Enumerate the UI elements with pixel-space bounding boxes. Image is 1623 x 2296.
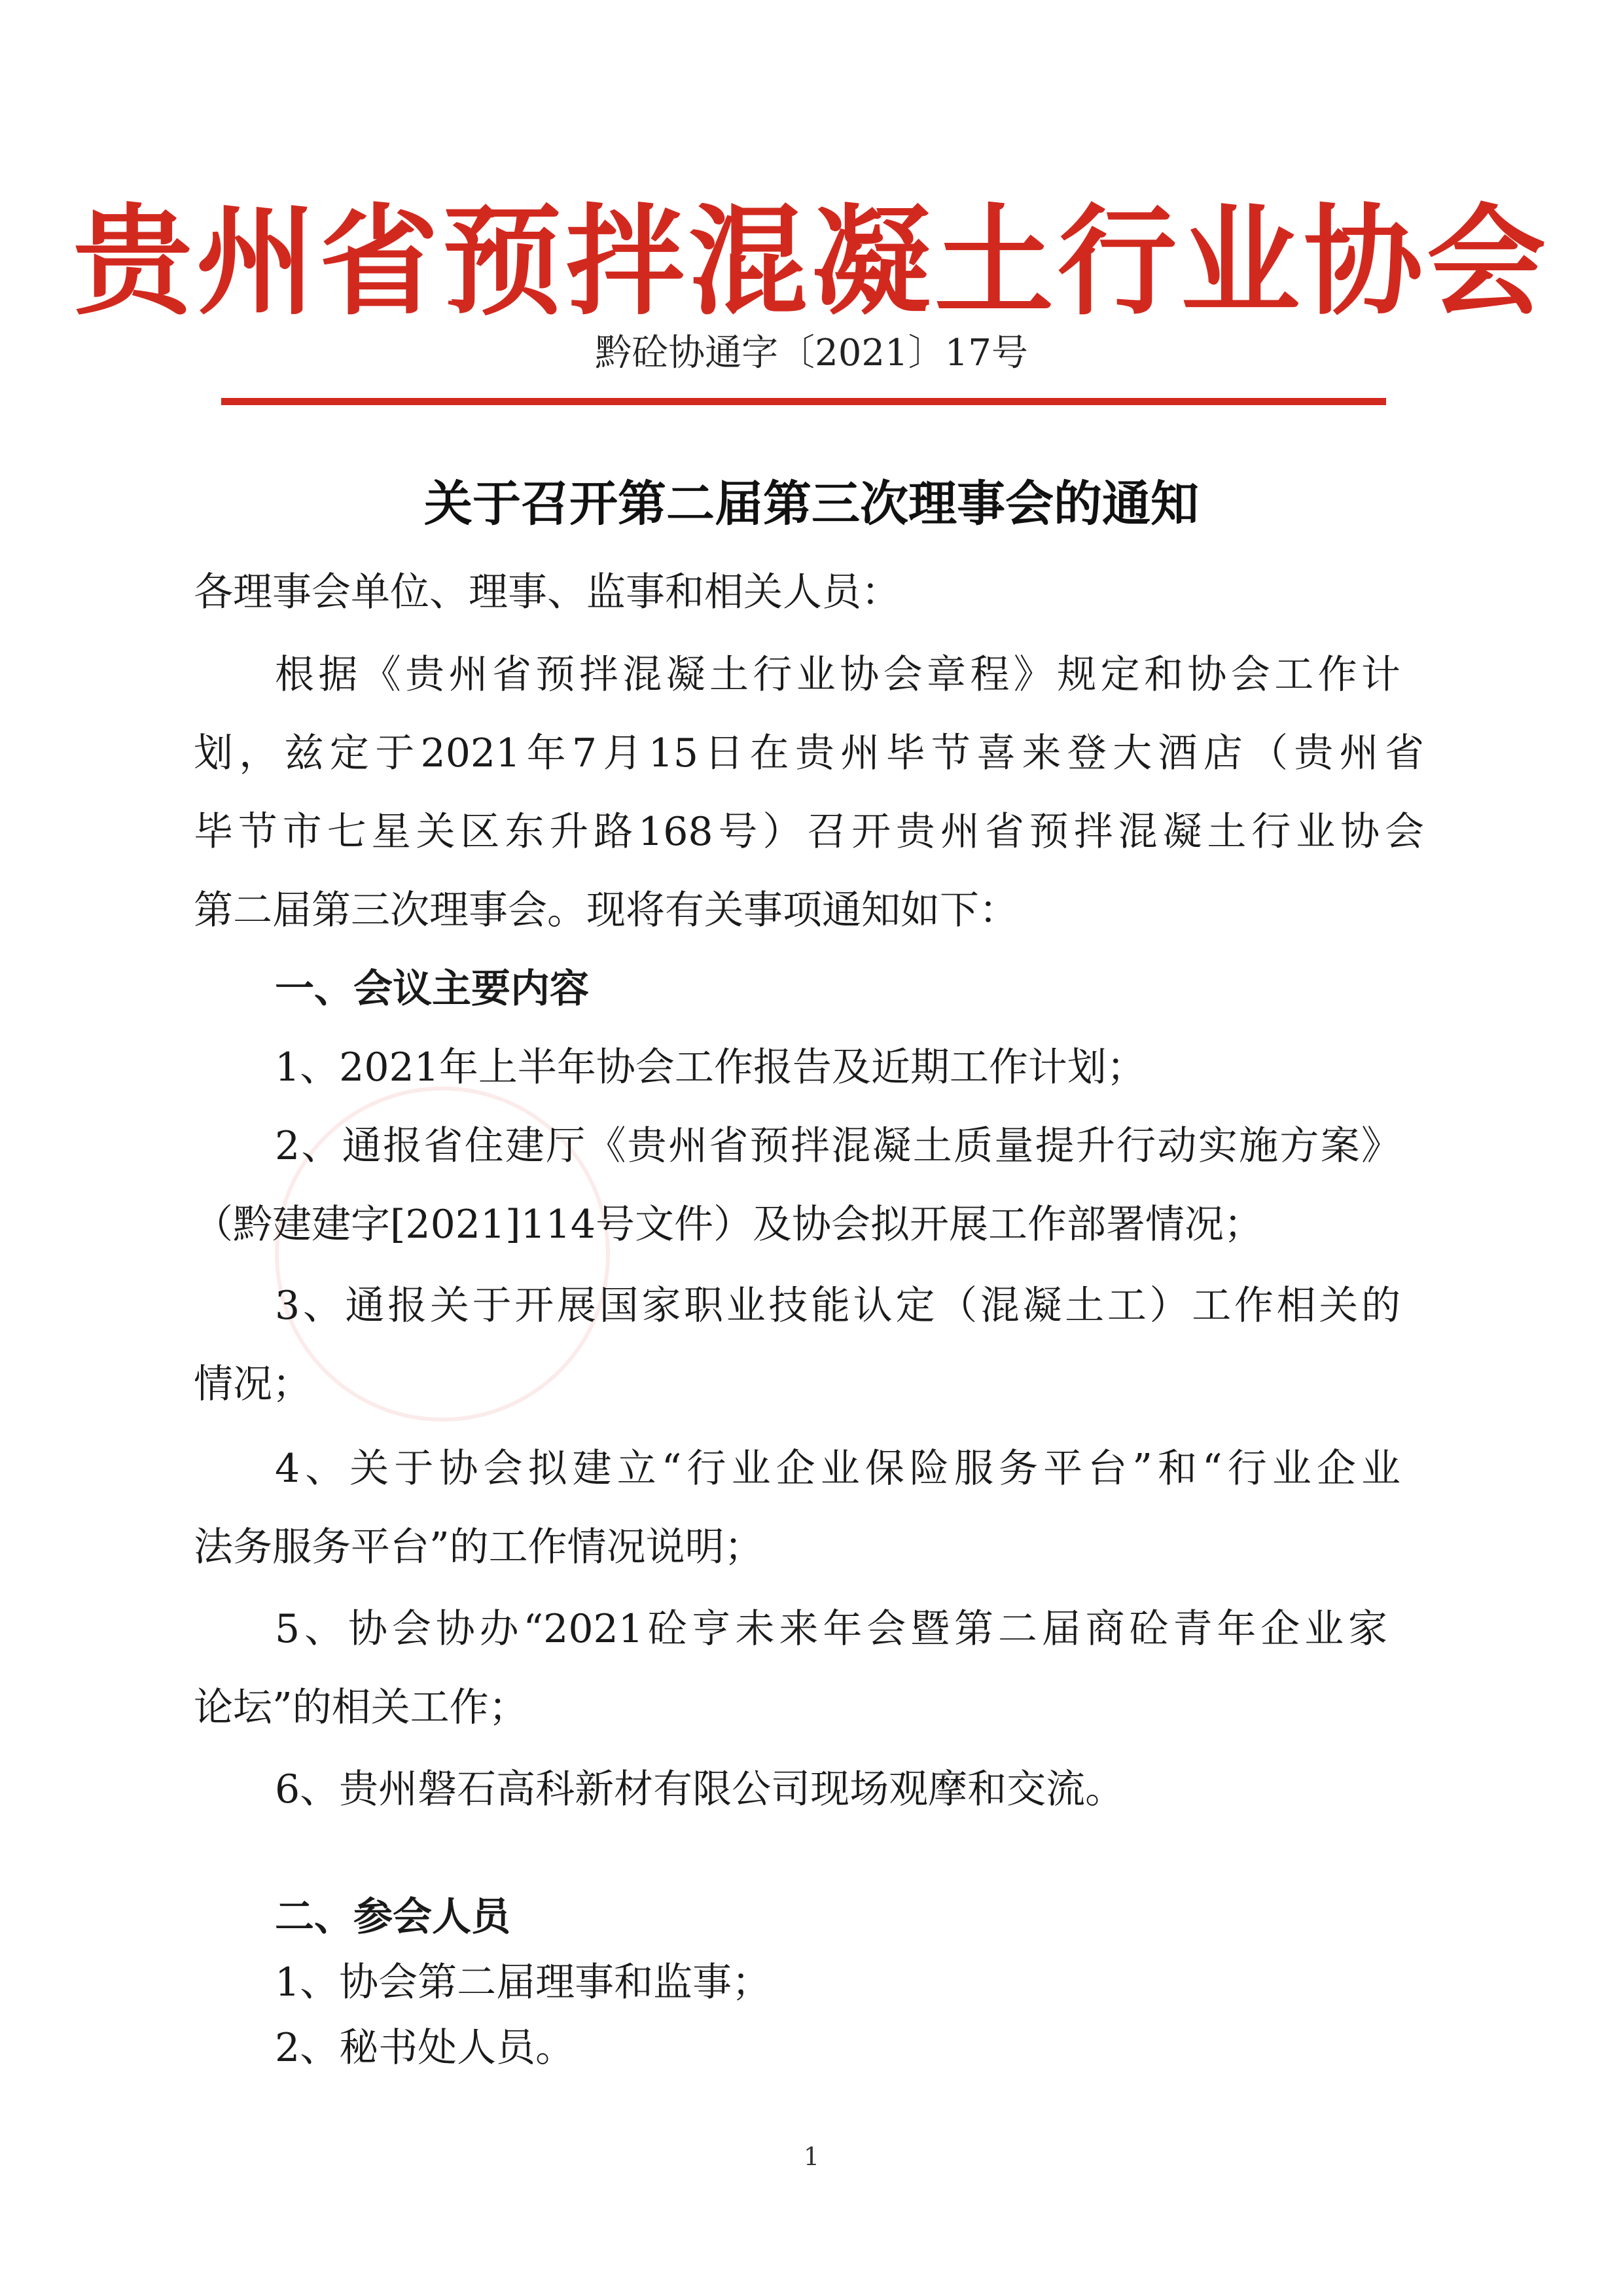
- red-divider-line: [221, 398, 1386, 405]
- intro-line: 毕节市七星关区东升路168号）召开贵州省预拌混凝土行业协会: [194, 809, 1424, 855]
- intro-line: 第二届第三次理事会。现将有关事项通知如下：: [194, 888, 1018, 933]
- agenda-item: 4、关于协会拟建立“行业企业保险服务平台”和“行业企业: [275, 1446, 1400, 1492]
- salutation: 各理事会单位、理事、监事和相关人员：: [194, 569, 901, 615]
- attendee-item: 1、协会第二届理事和监事；: [275, 1960, 772, 2005]
- attendee-item: 2、秘书处人员。: [275, 2025, 575, 2071]
- agenda-item: 5、协会协办“2021砼亨未来年会暨第二届商砼青年企业家: [275, 1606, 1387, 1652]
- intro-line: 根据《贵州省预拌混凝土行业协会章程》规定和协会工作计: [275, 652, 1400, 698]
- section-heading: 二、参会人员: [275, 1894, 510, 1940]
- organization-header: 贵州省预拌混凝土行业协会: [73, 192, 1550, 331]
- agenda-item: 1、2021年上半年协会工作报告及近期工作计划；: [275, 1045, 1146, 1090]
- agenda-item-continued: 情况；: [194, 1361, 312, 1407]
- agenda-item-continued: 法务服务平台”的工作情况说明；: [194, 1524, 764, 1570]
- agenda-item: 3、通报关于开展国家职业技能认定（混凝土工）工作相关的: [275, 1283, 1400, 1329]
- page-number: 1: [803, 2142, 820, 2171]
- intro-line: 划，兹定于2021年7月15日在贵州毕节喜来登大酒店（贵州省: [194, 730, 1424, 776]
- section-heading: 一、会议主要内容: [275, 966, 589, 1012]
- agenda-item: 6、贵州磐石高科新材有限公司现场观摩和交流。: [275, 1767, 1125, 1812]
- agenda-item-continued: （黔建建字[2021]114号文件）及协会拟开展工作部署情况；: [194, 1202, 1264, 1247]
- notice-title: 关于召开第二届第三次理事会的通知: [424, 476, 1199, 532]
- agenda-item-continued: 论坛”的相关工作；: [194, 1685, 528, 1731]
- document-number: 黔砼协通字〔2021〕17号: [595, 332, 1028, 374]
- agenda-item: 2、通报省住建厅《贵州省预拌混凝土质量提升行动实施方案》: [275, 1123, 1400, 1169]
